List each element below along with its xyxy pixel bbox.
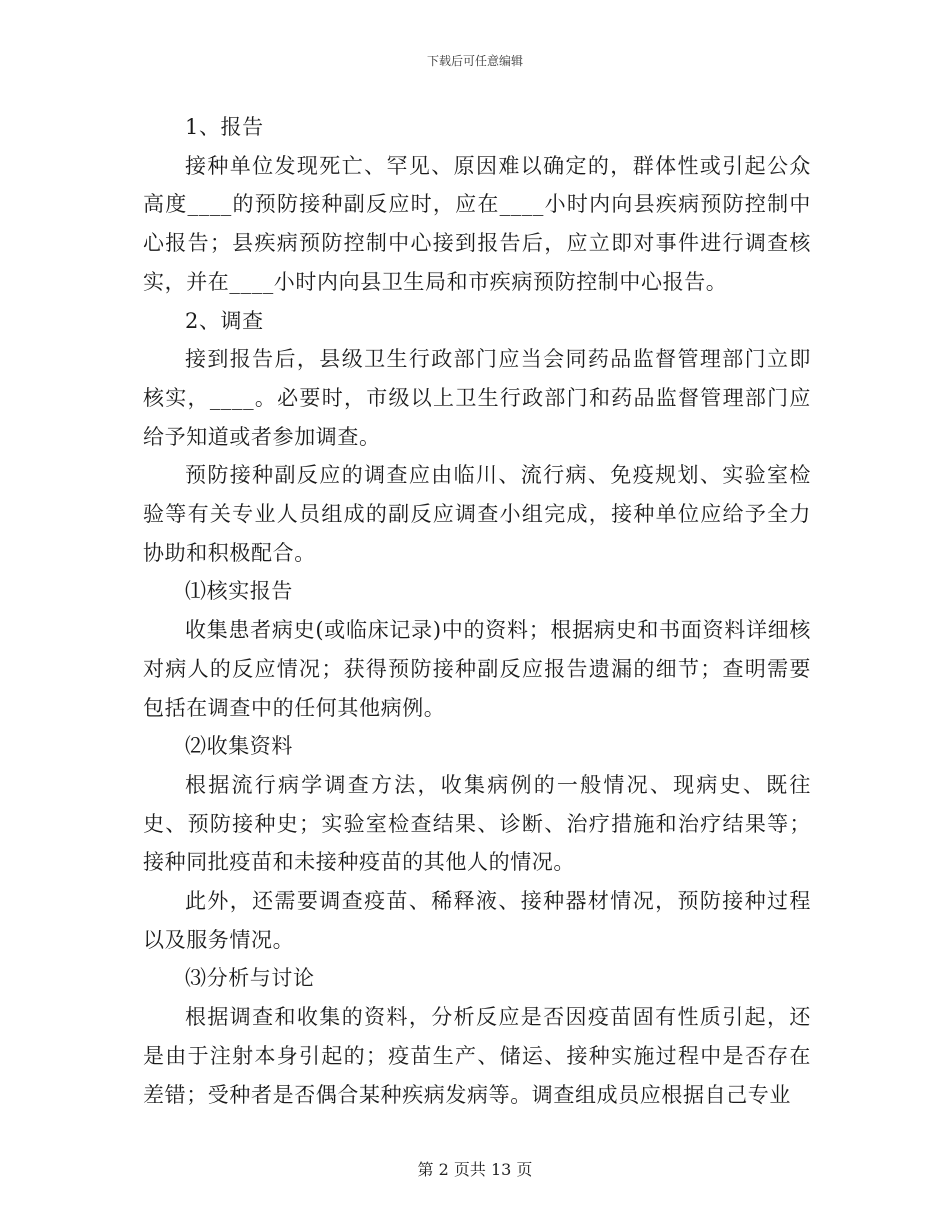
subheading-collect-data: ⑵收集资料	[185, 734, 293, 759]
paragraph-collect-data: 根据流行病学调查方法，收集病例的一般情况、现病史、既往史、预防接种史；实验室检查结果、诊断、治疗措施和治疗结果等；接种同批疫苗和未接种疫苗的其他人的情况。	[143, 772, 811, 875]
subheading-analysis: ⑶分析与讨论	[185, 966, 315, 991]
paragraph-additional-investigation: 此外，还需要调查疫苗、稀释液、接种器材情况，预防接种过程以及服务情况。	[143, 889, 811, 952]
paragraph-verify-report: 收集患者病史(或临床记录)中的资料；根据病史和书面资料详细核对病人的反应情况；获得预防接种副反应报告遗漏的细节；查明需要包括在调查中的任何其他病例。	[143, 618, 811, 720]
document-body	[143, 108, 811, 1114]
subheading-verify-report: ⑴核实报告	[185, 579, 293, 604]
paragraph-analysis: 根据调查和收集的资料，分析反应是否因疫苗固有性质引起，还是由于注射本身引起的；疫苗生产、储运、接种实施过程中是否存在差错；受种者是否偶合某种疾病发病等。调查组成员应根据自己专业	[143, 1005, 811, 1107]
paragraph-investigation-body: 接到报告后，县级卫生行政部门应当会同药品监督管理部门立即核实，____。必要时，市级以上卫生行政部门和药品监督管理部门应给予知道或者参加调查。	[143, 347, 811, 449]
section-heading-investigation: 2、调查	[185, 308, 264, 333]
paragraph-report-body: 接种单位发现死亡、罕见、原因难以确定的，群体性或引起公众高度____的预防接种副反应时，应在____小时内向县疾病预防控制中心报告；县疾病预防控制中心接到报告后，应立即对事件进行调查核实，并在____小时内向县卫生局和市疾病预防控制中心报告。	[143, 153, 811, 294]
page-number-footer: 第 2 页共 13 页	[417, 1160, 533, 1179]
section-heading-report: 1、报告	[185, 115, 264, 139]
page-header: 下载后可任意编辑	[426, 54, 523, 68]
paragraph-investigation-team: 预防接种副反应的调查应由临川、流行病、免疫规划、实验室检验等有关专业人员组成的副反应调查小组完成，接种单位应给予全力协助和积极配合。	[143, 463, 811, 565]
